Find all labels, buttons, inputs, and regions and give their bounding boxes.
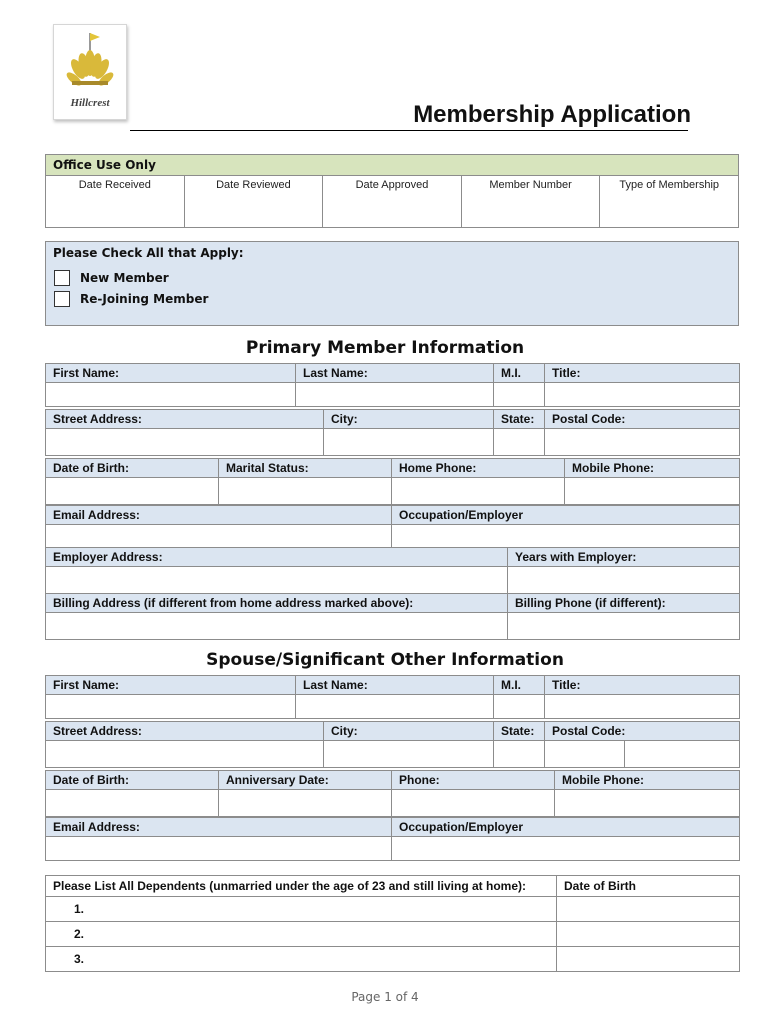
spouse-dob-label: Date of Birth:: [46, 771, 219, 790]
new-member-checkbox[interactable]: [54, 270, 70, 286]
office-date-received: Date Received: [46, 176, 185, 227]
club-logo: [53, 24, 127, 120]
primary-street-field[interactable]: [46, 429, 324, 456]
dependents-table: [45, 875, 740, 972]
primary-mobile-field[interactable]: [565, 478, 740, 505]
primary-email-field[interactable]: [46, 525, 392, 549]
primary-city-field[interactable]: [324, 429, 494, 456]
primary-mi-field[interactable]: [494, 383, 545, 407]
primary-employer-table: [45, 547, 740, 640]
primary-street-label: Street Address:: [46, 410, 324, 429]
primary-billing-address-field[interactable]: [46, 613, 508, 640]
page-title: Membership Application: [413, 101, 691, 128]
primary-postal-label: Postal Code:: [545, 410, 740, 429]
spouse-mobile-field[interactable]: [555, 790, 740, 817]
spouse-mobile-label: Mobile Phone:: [555, 771, 740, 790]
primary-mi-label: M.I.: [494, 364, 545, 383]
primary-section-title: Primary Member Information: [245, 338, 525, 358]
office-use-heading: Office Use Only: [46, 155, 738, 176]
office-date-approved: Date Approved: [323, 176, 462, 227]
check-apply-box: [45, 241, 739, 326]
spouse-anniversary-label: Anniversary Date:: [219, 771, 392, 790]
rejoining-member-label: Re-Joining Member: [80, 292, 209, 306]
dependent-dob-3[interactable]: [557, 947, 740, 972]
primary-name-table: [45, 363, 740, 407]
title-underline: [130, 130, 688, 131]
office-member-number: Member Number: [462, 176, 601, 227]
primary-email-table: [45, 505, 740, 549]
spouse-title-label: Title:: [545, 676, 740, 695]
dependent-row-1[interactable]: 1.: [46, 897, 557, 922]
primary-last-name-label: Last Name:: [296, 364, 494, 383]
primary-billing-address-label: Billing Address (if different from home address marked above):: [46, 594, 508, 613]
primary-address-table: [45, 409, 740, 456]
rejoining-member-checkbox[interactable]: [54, 291, 70, 307]
dependent-dob-2[interactable]: [557, 922, 740, 947]
primary-postal-field[interactable]: [545, 429, 740, 456]
primary-first-name-label: First Name:: [46, 364, 296, 383]
spouse-occupation-field[interactable]: [392, 837, 740, 861]
spouse-title-field[interactable]: [545, 695, 740, 719]
primary-email-label: Email Address:: [46, 506, 392, 525]
primary-title-label: Title:: [545, 364, 740, 383]
spouse-street-field[interactable]: [46, 741, 324, 768]
check-heading: Please Check All that Apply:: [53, 246, 244, 260]
spouse-section-title: Spouse/Significant Other Information: [206, 650, 564, 670]
spouse-occupation-label: Occupation/Employer: [392, 818, 740, 837]
primary-home-phone-field[interactable]: [392, 478, 565, 505]
spouse-contact-table: [45, 770, 740, 817]
page-footer: Page 1 of 4: [351, 990, 419, 1004]
primary-marital-field[interactable]: [219, 478, 392, 505]
primary-title-field[interactable]: [545, 383, 740, 407]
spouse-state-field[interactable]: [494, 741, 545, 768]
primary-dob-label: Date of Birth:: [46, 459, 219, 478]
dependents-heading: Please List All Dependents (unmarried under the age of 23 and still living at home):: [46, 876, 557, 897]
primary-occupation-label: Occupation/Employer: [392, 506, 740, 525]
spouse-postal-label: Postal Code:: [545, 722, 740, 741]
dependent-dob-1[interactable]: [557, 897, 740, 922]
spouse-email-field[interactable]: [46, 837, 392, 861]
spouse-last-name-label: Last Name:: [296, 676, 494, 695]
spouse-phone-label: Phone:: [392, 771, 555, 790]
spouse-city-field[interactable]: [324, 741, 494, 768]
spouse-mi-label: M.I.: [494, 676, 545, 695]
dependent-row-2[interactable]: 2.: [46, 922, 557, 947]
spouse-street-label: Street Address:: [46, 722, 324, 741]
primary-mobile-label: Mobile Phone:: [565, 459, 740, 478]
spouse-state-label: State:: [494, 722, 545, 741]
spouse-mi-field[interactable]: [494, 695, 545, 719]
primary-billing-phone-field[interactable]: [508, 613, 740, 640]
primary-home-phone-label: Home Phone:: [392, 459, 565, 478]
logo-text: Hillcrest: [70, 97, 110, 109]
spouse-name-table: [45, 675, 740, 719]
office-date-reviewed: Date Reviewed: [185, 176, 324, 227]
office-use-box: [45, 154, 739, 228]
new-member-option[interactable]: [54, 270, 169, 286]
primary-marital-label: Marital Status:: [219, 459, 392, 478]
primary-state-field[interactable]: [494, 429, 545, 456]
spouse-last-name-field[interactable]: [296, 695, 494, 719]
dependent-row-3[interactable]: 3.: [46, 947, 557, 972]
office-membership-type: Type of Membership: [619, 179, 719, 191]
spouse-address-table: [45, 721, 740, 768]
primary-billing-phone-label: Billing Phone (if different):: [508, 594, 740, 613]
spouse-email-label: Email Address:: [46, 818, 392, 837]
rejoining-member-option[interactable]: [54, 291, 208, 307]
primary-state-label: State:: [494, 410, 545, 429]
spouse-first-name-field[interactable]: [46, 695, 296, 719]
primary-last-name-field[interactable]: [296, 383, 494, 407]
primary-years-label: Years with Employer:: [508, 548, 740, 567]
spouse-phone-field[interactable]: [392, 790, 555, 817]
spouse-first-name-label: First Name:: [46, 676, 296, 695]
new-member-label: New Member: [80, 271, 169, 285]
primary-employer-address-field[interactable]: [46, 567, 508, 594]
spouse-anniversary-field[interactable]: [219, 790, 392, 817]
primary-first-name-field[interactable]: [46, 383, 296, 407]
primary-years-field[interactable]: [508, 567, 740, 594]
primary-city-label: City:: [324, 410, 494, 429]
spouse-postal-field-extra[interactable]: [625, 741, 740, 768]
primary-occupation-field[interactable]: [392, 525, 740, 549]
dependents-dob-label: Date of Birth: [557, 876, 740, 897]
spouse-city-label: City:: [324, 722, 494, 741]
primary-employer-address-label: Employer Address:: [46, 548, 508, 567]
spouse-dob-field[interactable]: [46, 790, 219, 817]
spouse-email-table: [45, 817, 740, 861]
primary-contact-table: [45, 458, 740, 505]
spouse-postal-field[interactable]: [545, 741, 625, 768]
primary-dob-field[interactable]: [46, 478, 219, 505]
